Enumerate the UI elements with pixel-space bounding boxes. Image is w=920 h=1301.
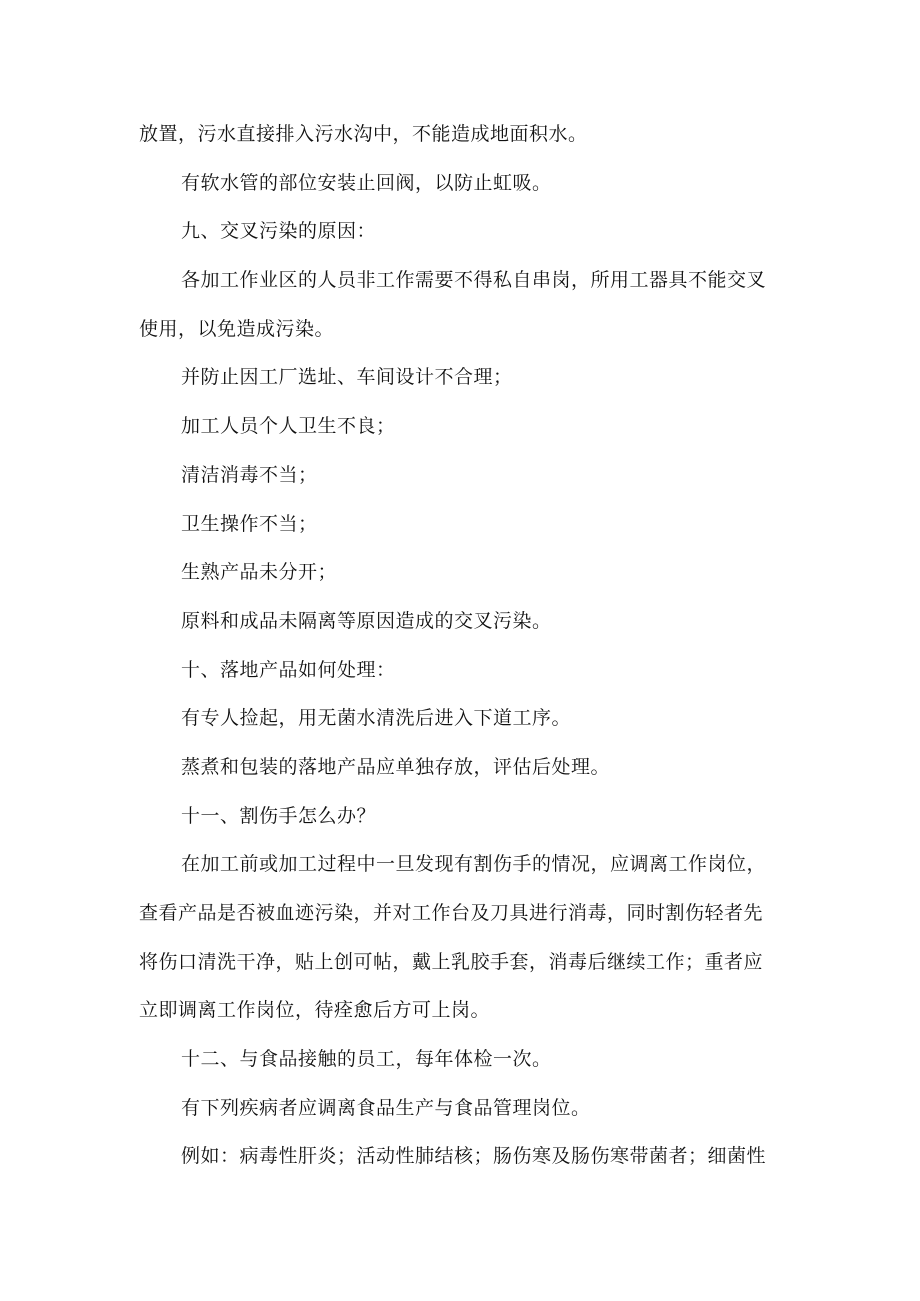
paragraph-line: 立即调离工作岗位，待痊愈后方可上岗。	[139, 999, 491, 1022]
section-heading: 十一、割伤手怎么办？	[181, 804, 377, 827]
paragraph-line: 放置，污水直接排入污水沟中，不能造成地面积水。	[139, 123, 588, 145]
paragraph-line: 有专人捡起，用无菌水清洗后进入下道工序。	[181, 707, 572, 730]
paragraph-line: 有软水管的部位安装止回阀，以防止虹吸。	[181, 171, 552, 194]
paragraph-line: 将伤口清洗干净，贴上创可帖，戴上乳胶手套，消毒后继续工作；重者应	[139, 950, 764, 973]
paragraph-line: 清洁消毒不当；	[181, 463, 318, 486]
document-body	[139, 110, 789, 1181]
paragraph-line: 加工人员个人卫生不良；	[181, 415, 396, 438]
paragraph-line: 卫生操作不当；	[181, 512, 318, 535]
paragraph-line: 生熟产品未分开；	[181, 561, 338, 584]
paragraph-line: 查看产品是否被血迹污染，并对工作台及刀具进行消毒，同时割伤轻者先	[139, 902, 764, 924]
section-heading: 九、交叉污染的原因：	[181, 220, 377, 243]
paragraph-line: 使用，以免造成污染。	[139, 317, 335, 340]
paragraph-line: 有下列疾病者应调离食品生产与食品管理岗位。	[181, 1096, 591, 1119]
paragraph-line: 蒸煮和包装的落地产品应单独存放，评估后处理。	[181, 755, 611, 778]
paragraph-line: 各加工作业区的人员非工作需要不得私自串岗，所用工器具不能交叉	[181, 269, 767, 292]
section-heading: 十二、与食品接触的员工，每年体检一次。	[181, 1048, 552, 1071]
paragraph-line: 在加工前或加工过程中一旦发现有割伤手的情况，应调离工作岗位，	[181, 853, 767, 876]
section-heading: 十、落地产品如何处理：	[181, 658, 396, 681]
paragraph-line: 例如：病毒性肝炎；活动性肺结核；肠伤寒及肠伤寒带菌者；细菌性	[181, 1145, 767, 1168]
paragraph-line: 并防止因工厂选址、车间设计不合理；	[181, 366, 513, 389]
paragraph-line: 原料和成品未隔离等原因造成的交叉污染。	[181, 609, 552, 632]
